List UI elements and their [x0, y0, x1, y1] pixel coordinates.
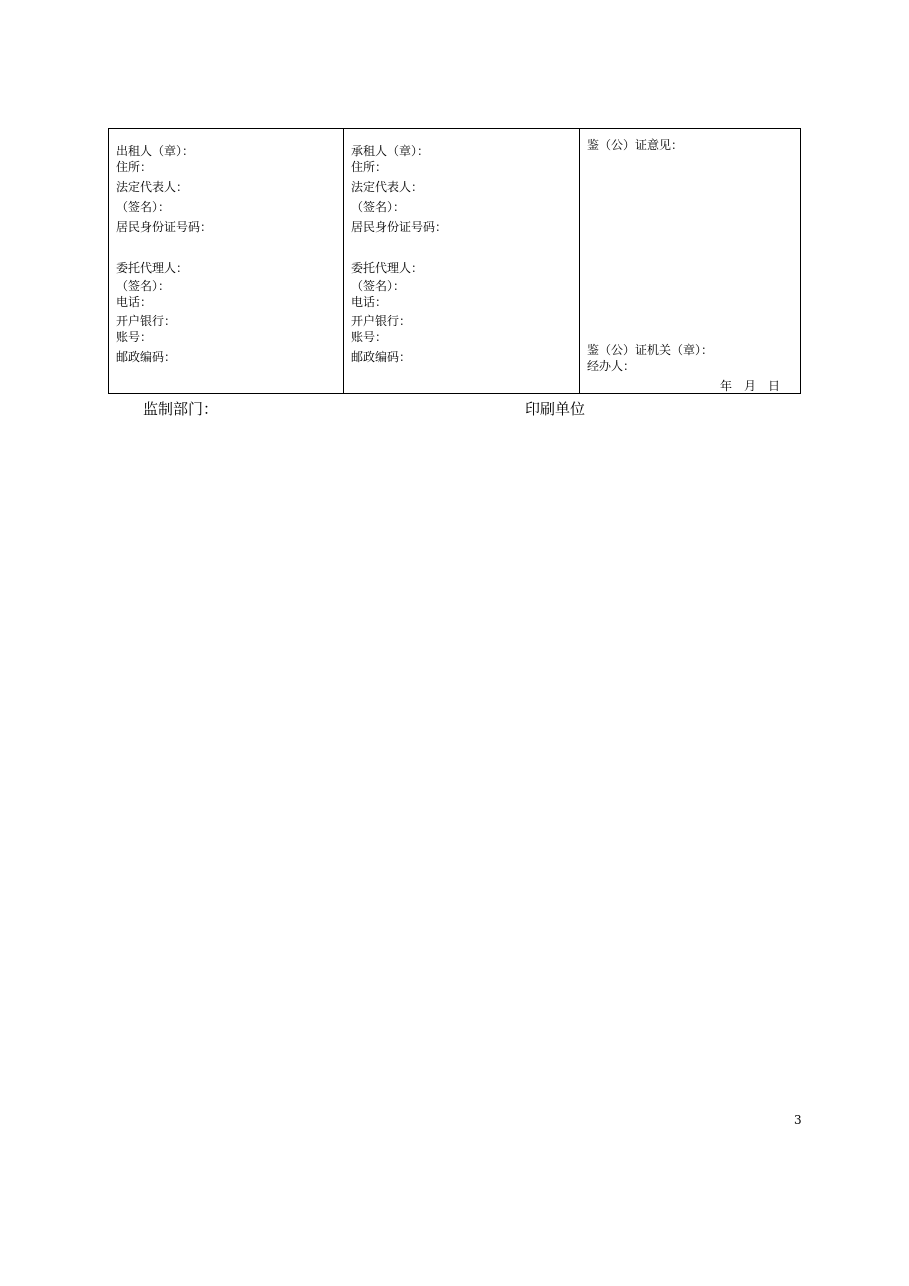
- page-number: 3: [794, 1113, 802, 1127]
- lessee-phone: 电话：: [351, 295, 388, 309]
- lessor-phone: 电话：: [116, 295, 153, 309]
- lessee-agent: 委托代理人：: [351, 261, 424, 275]
- lessor-postcode: 邮政编码：: [116, 350, 177, 364]
- lessor-column: [109, 129, 344, 393]
- lessee-id-number: 居民身份证号码：: [351, 220, 448, 234]
- notary-date: 年 月 日: [719, 379, 780, 393]
- lessee-account: 账号：: [351, 330, 388, 344]
- notary-opinion: 鉴（公）证意见：: [587, 138, 684, 152]
- supervisor-label: 监制部门：: [143, 400, 219, 418]
- lessor-signature: （签名）：: [116, 200, 171, 214]
- lessee-address: 住所：: [351, 160, 388, 174]
- lessee-title: 承租人（章）：: [351, 144, 430, 158]
- notary-column: [580, 129, 800, 393]
- lessor-agent-signature: （签名）：: [116, 279, 171, 293]
- lessor-account: 账号：: [116, 330, 153, 344]
- signature-table: [108, 128, 801, 394]
- lessor-agent: 委托代理人：: [116, 261, 189, 275]
- lessor-legal-rep: 法定代表人：: [116, 180, 189, 194]
- printer-label: 印刷单位: [525, 400, 586, 418]
- lessee-signature: （签名）：: [351, 200, 406, 214]
- lessee-postcode: 邮政编码：: [351, 350, 412, 364]
- lessor-id-number: 居民身份证号码：: [116, 220, 213, 234]
- lessor-address: 住所：: [116, 160, 153, 174]
- lessee-column: [344, 129, 580, 393]
- lessee-bank: 开户银行：: [351, 314, 412, 328]
- notary-authority: 鉴（公）证机关（章）：: [587, 343, 714, 357]
- lessor-title: 出租人（章）：: [116, 144, 195, 158]
- lessee-agent-signature: （签名）：: [351, 279, 406, 293]
- lessor-bank: 开户银行：: [116, 314, 177, 328]
- notary-handler: 经办人：: [587, 359, 636, 373]
- lessee-legal-rep: 法定代表人：: [351, 180, 424, 194]
